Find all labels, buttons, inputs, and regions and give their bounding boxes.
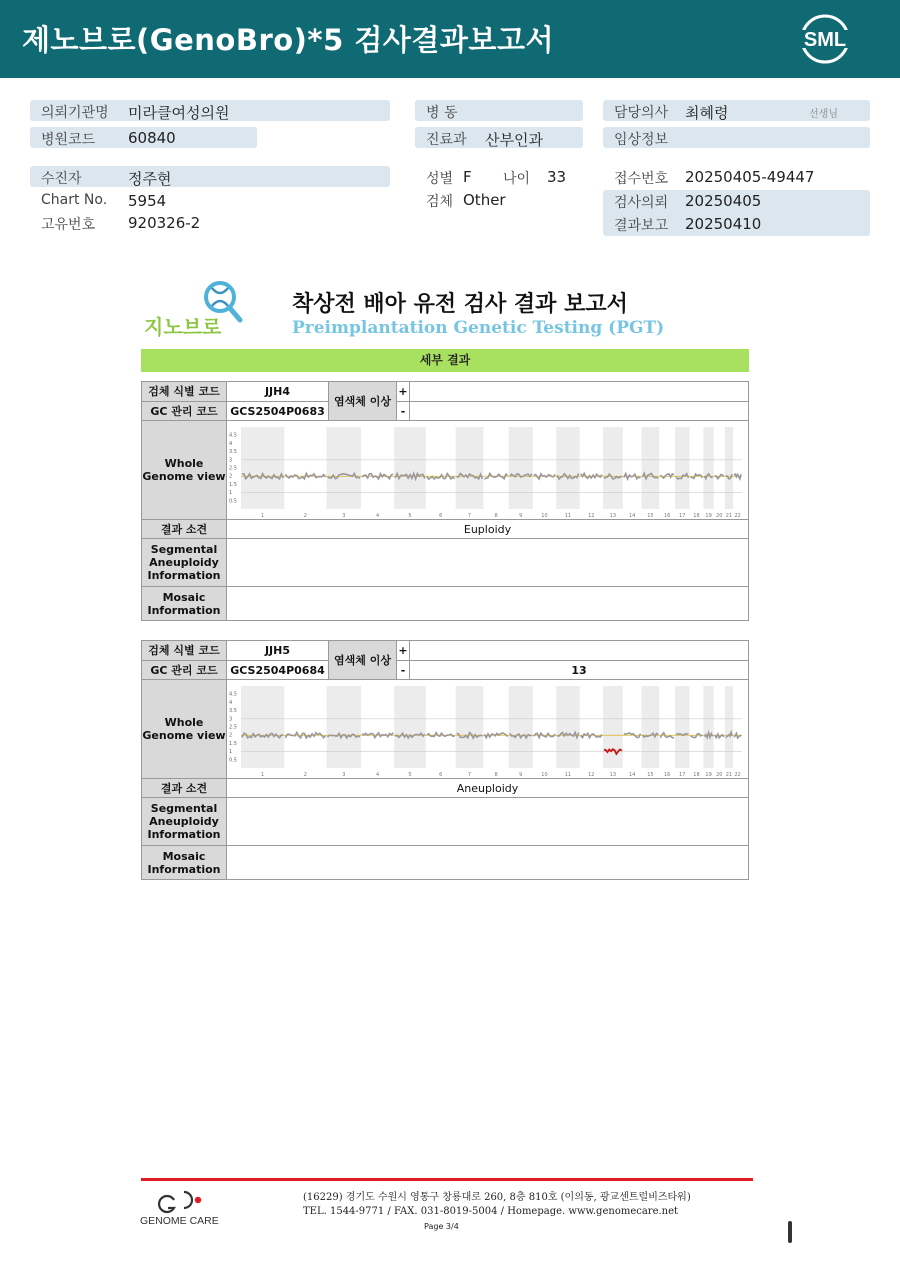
segmental-value <box>227 798 748 846</box>
minus-value: 13 <box>410 661 748 680</box>
whole-genome-label: Whole Genome view <box>142 680 227 779</box>
plus-value <box>410 641 748 661</box>
chromosome-band <box>603 686 623 768</box>
gc-code-label: GC 관리 코드 <box>142 661 227 680</box>
segmental-value <box>227 539 748 587</box>
dates-block <box>603 190 870 236</box>
receipt-row <box>603 166 870 187</box>
y-tick-label: 2.5 <box>229 724 237 731</box>
patient-row <box>30 166 390 187</box>
chromosome-tick-label: 8 <box>494 772 498 778</box>
genome-plot-2 <box>227 680 748 779</box>
y-tick-label: 3.5 <box>229 449 237 456</box>
ward-row <box>415 100 583 121</box>
gc-code-value: GCS2504P0683 <box>227 402 329 421</box>
page-number: Page 3/4 <box>424 1222 459 1231</box>
chromosome-band <box>509 686 533 768</box>
chromosome-tick-label: 17 <box>679 772 686 778</box>
chromosome-band <box>675 427 689 509</box>
footer-divider <box>141 1178 753 1181</box>
chromosome-tick-label: 10 <box>541 513 548 519</box>
report-header-title: 제노브로(GenoBro)*5 검사결과보고서 <box>22 23 554 57</box>
segmental-label: Segmental Aneuploidy Information <box>142 539 227 587</box>
chromosome-band <box>241 427 284 509</box>
institution-value: 미라클여성의원 <box>128 104 230 122</box>
chromosome-tick-label: 13 <box>609 772 617 778</box>
chromosome-tick-label: 13 <box>609 513 617 519</box>
chromosome-tick-label: 20 <box>716 513 723 519</box>
institution-row <box>30 100 390 121</box>
footer-address-block <box>303 1191 691 1219</box>
chromosome-band <box>703 427 713 509</box>
chromosome-tick-label: 16 <box>663 513 671 519</box>
specimen-label: 검체 <box>426 194 454 210</box>
chromosome-band <box>327 686 362 768</box>
specimen-id-value: JJH4 <box>227 382 329 402</box>
chromosome-tick-label: 15 <box>647 513 654 519</box>
chromosome-band <box>556 686 580 768</box>
chromosome-abnormal-label: 염색체 이상 <box>329 641 397 680</box>
chromosome-tick-label: 1 <box>261 772 265 778</box>
chromosome-band <box>456 686 484 768</box>
unique-value: 920326-2 <box>128 214 201 232</box>
hospital-code-row <box>30 127 257 148</box>
sml-logo-text: SML <box>803 29 847 51</box>
chart-label: Chart No. <box>41 192 108 208</box>
y-tick-label: 2 <box>229 473 233 480</box>
report-header <box>0 0 900 78</box>
copy-number-trace <box>427 733 455 737</box>
genobro-logo <box>140 280 256 340</box>
y-tick-label: 2 <box>229 732 233 739</box>
doctor-value: 최혜령 <box>685 104 729 122</box>
chromosome-band <box>556 427 580 509</box>
doctor-suffix: 선생님 <box>809 109 838 120</box>
chromosome-tick-label: 12 <box>588 513 595 519</box>
genome-plot-1 <box>227 421 748 520</box>
chromosome-tick-label: 12 <box>588 772 595 778</box>
chromosome-tick-label: 14 <box>628 772 636 778</box>
department-label: 진료과 <box>426 132 467 148</box>
genobro-logo-text: 지노브로 <box>144 315 222 339</box>
section-title-detailed-results: 세부 결과 <box>141 349 749 372</box>
chromosome-tick-label: 14 <box>628 513 636 519</box>
y-tick-label: 0.5 <box>229 498 237 505</box>
specimen-id-label: 검체 식별 코드 <box>142 382 227 402</box>
y-tick-label: 1 <box>229 749 233 756</box>
chromosome-band <box>641 427 659 509</box>
chromosome-tick-label: 4 <box>376 513 380 519</box>
plus-label: + <box>397 382 410 402</box>
unique-row <box>30 212 390 233</box>
result-label: 결과 소견 <box>142 779 227 798</box>
chromosome-tick-label: 17 <box>679 513 686 519</box>
chromosome-tick-label: 10 <box>541 772 548 778</box>
minus-value <box>410 402 748 421</box>
copy-number-trace <box>534 474 555 479</box>
chromosome-tick-label: 19 <box>705 772 712 778</box>
chromosome-band <box>394 427 426 509</box>
department-value: 산부인과 <box>485 131 543 149</box>
y-tick-label: 4.5 <box>229 691 237 698</box>
receipt-value: 20250405-49447 <box>685 168 815 186</box>
y-tick-label: 1.5 <box>229 481 237 488</box>
chromosome-tick-label: 2 <box>303 513 307 519</box>
chromosome-band <box>241 686 284 768</box>
chart-value: 5954 <box>128 192 167 210</box>
sml-logo <box>796 12 854 66</box>
copy-number-trace <box>285 473 325 479</box>
chromosome-tick-label: 1 <box>261 513 265 519</box>
specimen-id-value: JJH5 <box>227 641 329 661</box>
hospital-code-value: 60840 <box>128 129 176 147</box>
chromosome-tick-label: 11 <box>564 772 572 778</box>
chromosome-tick-label: 8 <box>494 513 498 519</box>
sex-label: 성별 <box>426 171 454 187</box>
whole-genome-view-1 <box>227 421 748 520</box>
patient-label: 수진자 <box>41 171 82 187</box>
department-row <box>415 127 583 148</box>
institution-label: 의뢰기관명 <box>41 105 109 121</box>
whole-genome-view-2 <box>227 680 748 779</box>
sex-value: F <box>463 168 472 186</box>
chromosome-tick-label: 21 <box>725 772 733 778</box>
y-tick-label: 4 <box>229 440 233 447</box>
chromosome-band <box>509 427 533 509</box>
page-corner-mark <box>788 1221 792 1243</box>
result-table-1 <box>141 381 749 621</box>
report-title-english: Preimplantation Genetic Testing (PGT) <box>292 318 665 338</box>
y-tick-label: 3 <box>229 716 233 723</box>
specimen-id-label: 검체 식별 코드 <box>142 641 227 661</box>
chromosome-tick-label: 6 <box>439 772 443 778</box>
chromosome-tick-label: 2 <box>303 772 307 778</box>
chromosome-tick-label: 7 <box>467 772 472 778</box>
receipt-label: 접수번호 <box>614 171 669 187</box>
copy-number-trace <box>691 734 703 738</box>
hospital-code-label: 병원코드 <box>41 132 96 148</box>
chromosome-tick-label: 22 <box>734 513 741 519</box>
genome-care-logo <box>138 1186 234 1228</box>
gc-code-value: GCS2504P0684 <box>227 661 329 680</box>
plus-value <box>410 382 748 402</box>
chromosome-band <box>675 686 689 768</box>
result-value: Aneuploidy <box>227 779 748 798</box>
mosaic-label: Mosaic Information <box>142 587 227 620</box>
chromosome-tick-label: 18 <box>693 513 700 519</box>
doctor-row <box>603 100 870 121</box>
chromosome-band <box>394 686 426 768</box>
chromosome-tick-label: 7 <box>467 513 472 519</box>
unique-label: 고유번호 <box>41 217 96 233</box>
mosaic-value <box>227 587 748 620</box>
chromosome-tick-label: 3 <box>342 513 346 519</box>
footer-address: (16229) 경기도 수원시 영통구 창룡대로 260, 8층 810호 (이의동, 광교센트럴비즈타워) <box>303 1192 691 1203</box>
request-label: 검사의뢰 <box>614 195 669 211</box>
patient-name: 정주현 <box>128 170 172 188</box>
result-label: 결과 소견 <box>142 520 227 539</box>
chromosome-tick-label: 15 <box>647 772 654 778</box>
y-tick-label: 4.5 <box>229 432 237 439</box>
chromosome-tick-label: 5 <box>408 513 412 519</box>
chromosome-tick-label: 9 <box>519 772 523 778</box>
chromosome-band <box>603 427 623 509</box>
segmental-label: Segmental Aneuploidy Information <box>142 798 227 846</box>
y-tick-label: 0.5 <box>229 757 237 764</box>
chromosome-band <box>456 427 484 509</box>
plus-label: + <box>397 641 410 661</box>
chromosome-tick-label: 18 <box>693 772 700 778</box>
result-value: Euploidy <box>227 520 748 539</box>
chromosome-tick-label: 6 <box>439 513 443 519</box>
doctor-label: 담당의사 <box>614 105 669 121</box>
y-tick-label: 4 <box>229 699 233 706</box>
y-tick-label: 3.5 <box>229 708 237 715</box>
chromosome-band <box>725 427 733 509</box>
y-tick-label: 3 <box>229 457 233 464</box>
minus-label: - <box>397 402 410 421</box>
genome-care-logo-text: GENOME CARE <box>140 1215 219 1227</box>
y-tick-label: 1 <box>229 490 233 497</box>
y-tick-label: 1.5 <box>229 740 237 747</box>
chromosome-tick-label: 22 <box>734 772 741 778</box>
chromosome-band <box>725 686 733 768</box>
clinical-row <box>603 127 870 148</box>
chromosome-tick-label: 21 <box>725 513 733 519</box>
mosaic-label: Mosaic Information <box>142 846 227 879</box>
chromosome-tick-label: 5 <box>408 772 412 778</box>
chromosome-abnormal-label: 염색체 이상 <box>329 382 397 421</box>
chromosome-tick-label: 19 <box>705 513 712 519</box>
chromosome-band <box>327 427 362 509</box>
minus-label: - <box>397 661 410 680</box>
chromosome-band <box>641 686 659 768</box>
copy-number-trace <box>715 475 724 479</box>
chromosome-tick-label: 4 <box>376 772 380 778</box>
copy-number-trace <box>734 733 741 738</box>
sex-age-row <box>415 166 583 187</box>
age-label: 나이 <box>503 171 531 187</box>
chromosome-tick-label: 16 <box>663 772 671 778</box>
copy-number-trace <box>715 734 724 738</box>
specimen-value: Other <box>463 191 506 209</box>
report-title-korean: 착상전 배아 유전 검사 결과 보고서 <box>292 292 628 317</box>
whole-genome-label: Whole Genome view <box>142 421 227 520</box>
chromosome-tick-label: 9 <box>519 513 523 519</box>
clinical-label: 임상정보 <box>614 132 669 148</box>
chromosome-band <box>703 686 713 768</box>
gc-code-label: GC 관리 코드 <box>142 402 227 421</box>
chromosome-tick-label: 3 <box>342 772 346 778</box>
chart-row <box>30 190 390 211</box>
request-value: 20250405 <box>685 192 762 210</box>
mosaic-value <box>227 846 748 879</box>
specimen-row <box>415 189 583 210</box>
report-date-value: 20250410 <box>685 215 762 233</box>
result-table-2 <box>141 640 749 880</box>
report-date-label: 결과보고 <box>614 218 669 234</box>
footer-contact: TEL. 1544-9771 / FAX. 031-8019-5004 / Homepage. www.genomecare.net <box>303 1206 679 1217</box>
age-value: 33 <box>547 168 567 186</box>
chromosome-tick-label: 20 <box>716 772 723 778</box>
chromosome-tick-label: 11 <box>564 513 572 519</box>
y-tick-label: 2.5 <box>229 465 237 472</box>
ward-label: 병 동 <box>426 105 458 121</box>
